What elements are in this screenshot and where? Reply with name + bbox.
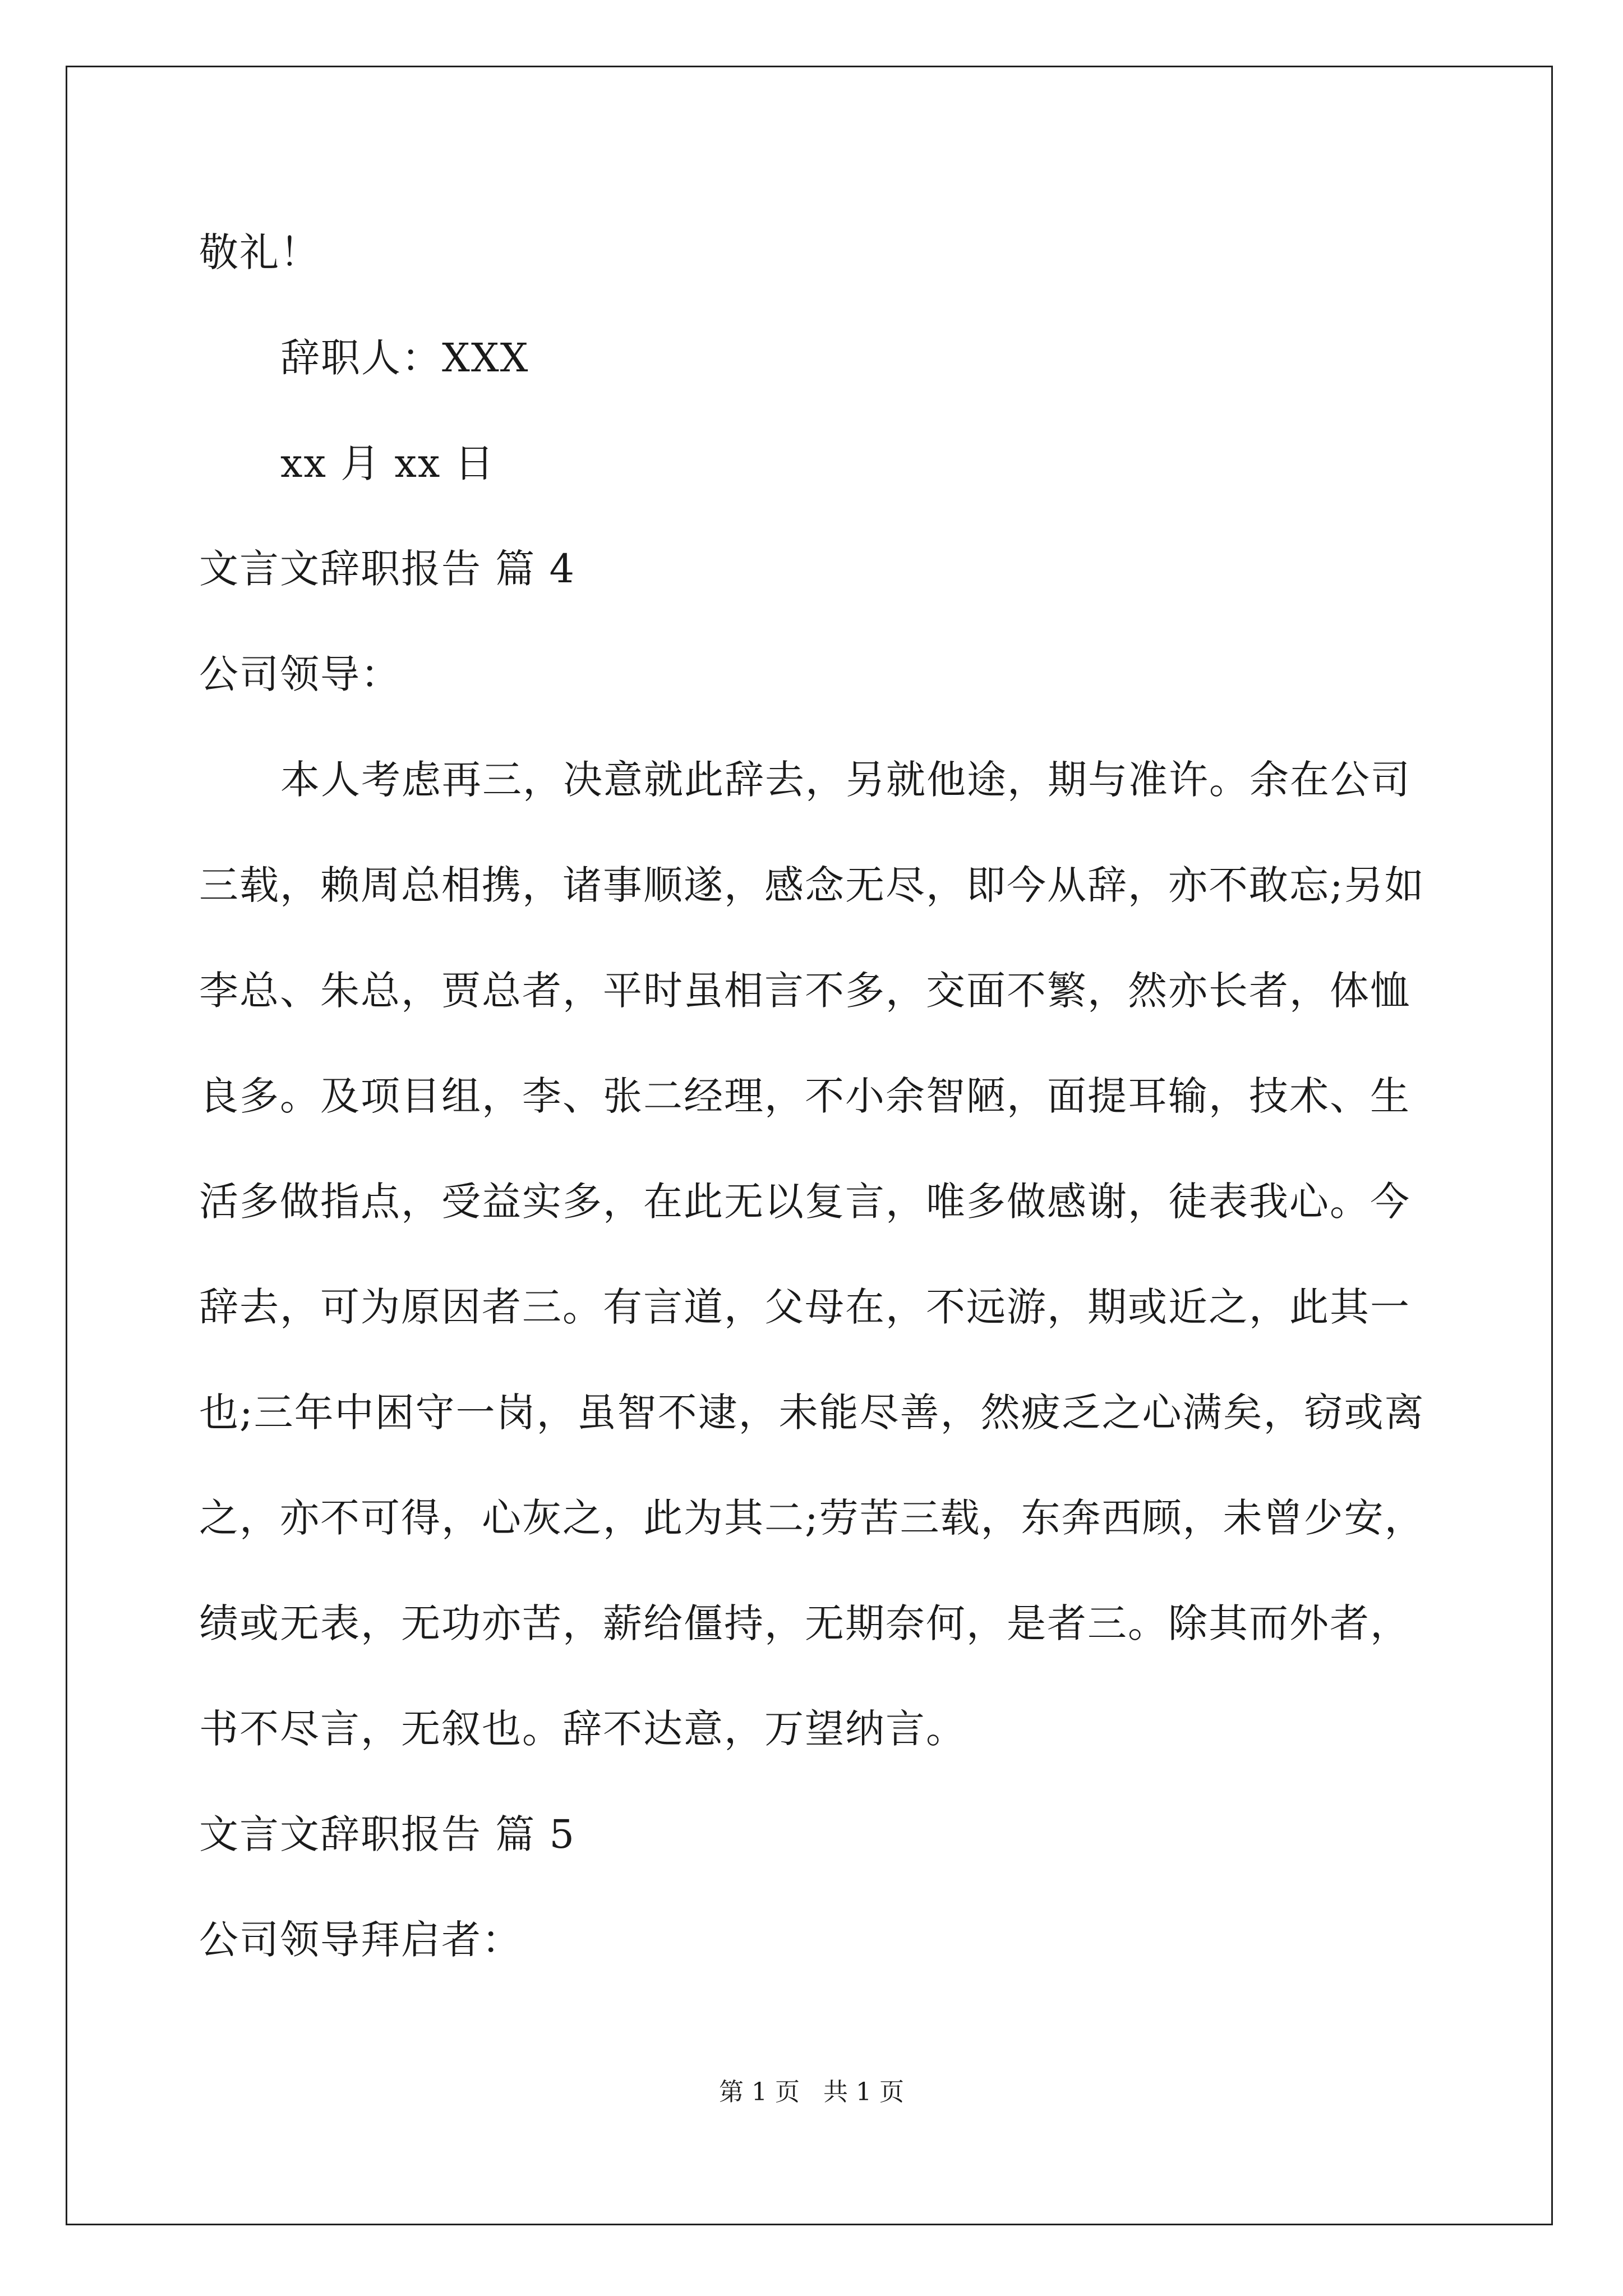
signature-name: 辞职人：XXX — [280, 335, 529, 381]
body-line: 良多。及项目组，李、张二经理，不小余智陋，面提耳输，技术、生 — [199, 1073, 1410, 1119]
section-heading-4: 文言文辞职报告 篇 4 — [199, 546, 576, 592]
addressee: 公司领导拜启者： — [199, 1917, 522, 1963]
body-line: 活多做指点，受益实多，在此无以复言，唯多做感谢，徒表我心。今 — [199, 1179, 1410, 1225]
body-line: 李总、朱总，贾总者，平时虽相言不多，交面不繁，然亦长者，体恤 — [199, 968, 1410, 1014]
body-line: 绩或无表，无功亦苦，薪给僵持，无期奈何，是者三。除其而外者， — [199, 1600, 1410, 1646]
page-border — [66, 66, 1553, 2225]
closing-salutation: 敬礼！ — [199, 229, 320, 275]
body-line: 辞去，可为原因者三。有言道，父母在，不远游，期或近之，此其一 — [199, 1284, 1410, 1330]
addressee: 公司领导： — [199, 651, 401, 697]
body-line: 三载，赖周总相携，诸事顺遂，感念无尽，即今从辞，亦不敢忘;另如 — [199, 862, 1425, 908]
signature-date: xx 月 xx 日 — [280, 440, 495, 486]
section-heading-5: 文言文辞职报告 篇 5 — [199, 1811, 576, 1857]
body-line: 也;三年中困守一岗，虽智不逮，未能尽善，然疲乏之心满矣，窃或离 — [199, 1389, 1425, 1435]
body-line: 书不尽言，无叙也。辞不达意，万望纳言。 — [199, 1706, 966, 1752]
body-line: 本人考虑再三，决意就此辞去，另就他途，期与准许。余在公司 — [280, 757, 1411, 803]
body-line: 之，亦不可得，心灰之，此为其二;劳苦三载，东奔西顾，未曾少安， — [199, 1495, 1425, 1541]
page-footer: 第 1 页 共 1 页 — [719, 2078, 904, 2106]
